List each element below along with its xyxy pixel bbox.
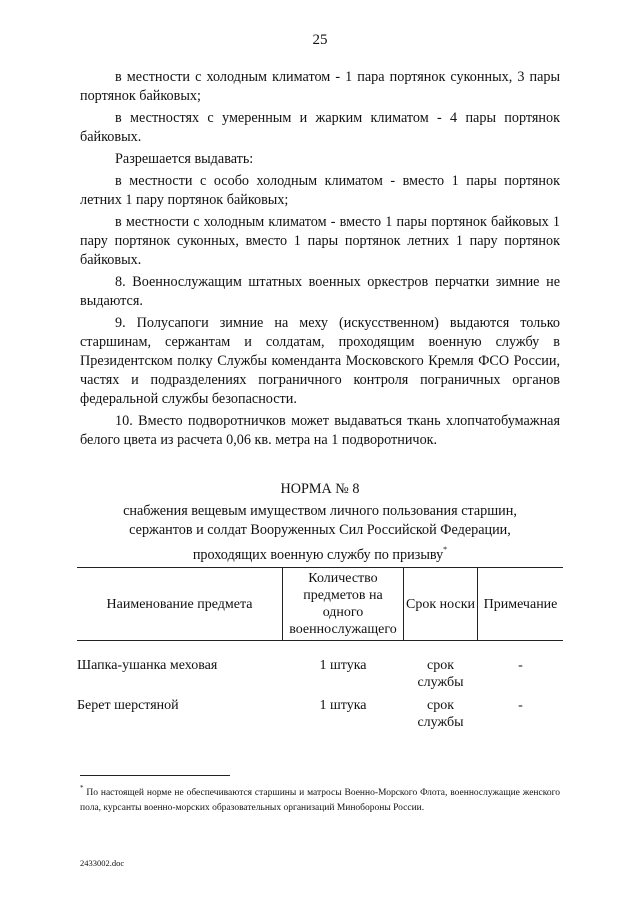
paragraph: в местности с холодным климатом - вместо 1 пары портянок байковых 1 пару портянок суконных, вместо 1 пары портянок летних 1 пару портянок байковых. [80,214,560,268]
body-text [80,68,560,453]
header-name: Наименование предмета [106,596,253,612]
table-row [77,697,563,737]
norm-subtitle-text: проходящих военную службу по призыву [192,547,444,563]
cell-note: - [518,698,523,713]
norm-heading [80,480,560,565]
footnote-marker: * [80,784,84,792]
document-code: 2433002.doc [80,858,125,868]
footnote-separator [80,775,230,776]
header-note: Примечание [483,596,558,612]
paragraph: в местностях с умеренным и жарким климатом - 4 пары портянок байковых. [80,110,560,145]
cell-term: срок службы [417,658,464,690]
cell-name: Шапка-ушанка меховая [77,658,218,673]
cell-name: Берет шерстяной [77,698,179,713]
footnote [80,781,560,816]
cell-term: срок службы [417,698,464,730]
norm-table [77,567,563,737]
norm-subtitle-line: снабжения вещевым имуществом личного пользования старшин, [123,503,517,519]
paragraph: в местности с холодным климатом - 1 пара портянок суконных, 3 пары портянок байковых; [80,69,560,104]
cell-quantity: 1 штука [319,698,367,713]
norm-subtitle-line-last [80,540,560,565]
footnote-text: По настоящей норме не обеспечиваются старшины и матросы Военно-Морского Флота, военнослужащие женского пола, курсанты военно-морских образовательных организаций Минобороны России. [80,788,561,813]
page-number: 25 [312,32,328,48]
norm-title: НОРМА № 8 [280,481,360,497]
table-row [77,657,563,697]
header-quantity: Количество предметов на одного военнослужащего [289,571,397,637]
norm-subtitle-line: сержантов и солдат Вооруженных Сил Российской Федерации, [129,522,511,538]
paragraph: Разрешается выдавать: [115,151,254,167]
cell-note: - [518,658,523,673]
cell-quantity: 1 штука [319,658,367,673]
footnote-marker: * [443,545,448,554]
paragraph: 9. Полусапоги зимние на меху (искусственном) выдаются только старшинам, сержантам и солдатам, проходящим военную службу в Президентском полку Службы коменданта Московского Кремля ФСО России, частях и подразделениях пограничного контроля пограничных органов федеральной службы безопасности. [80,315,560,407]
paragraph: 10. Вместо подворотничков может выдаваться ткань хлопчатобумажная белого цвета из расчета 0,06 кв. метра на 1 подворотничок. [80,413,560,448]
paragraph: 8. Военнослужащим штатных военных оркестров перчатки зимние не выдаются. [80,274,560,309]
header-term: Срок носки [406,596,475,612]
paragraph: в местности с особо холодным климатом - вместо 1 пары портянок летних 1 пару портянок байковых; [80,173,560,208]
table-header [77,567,563,641]
